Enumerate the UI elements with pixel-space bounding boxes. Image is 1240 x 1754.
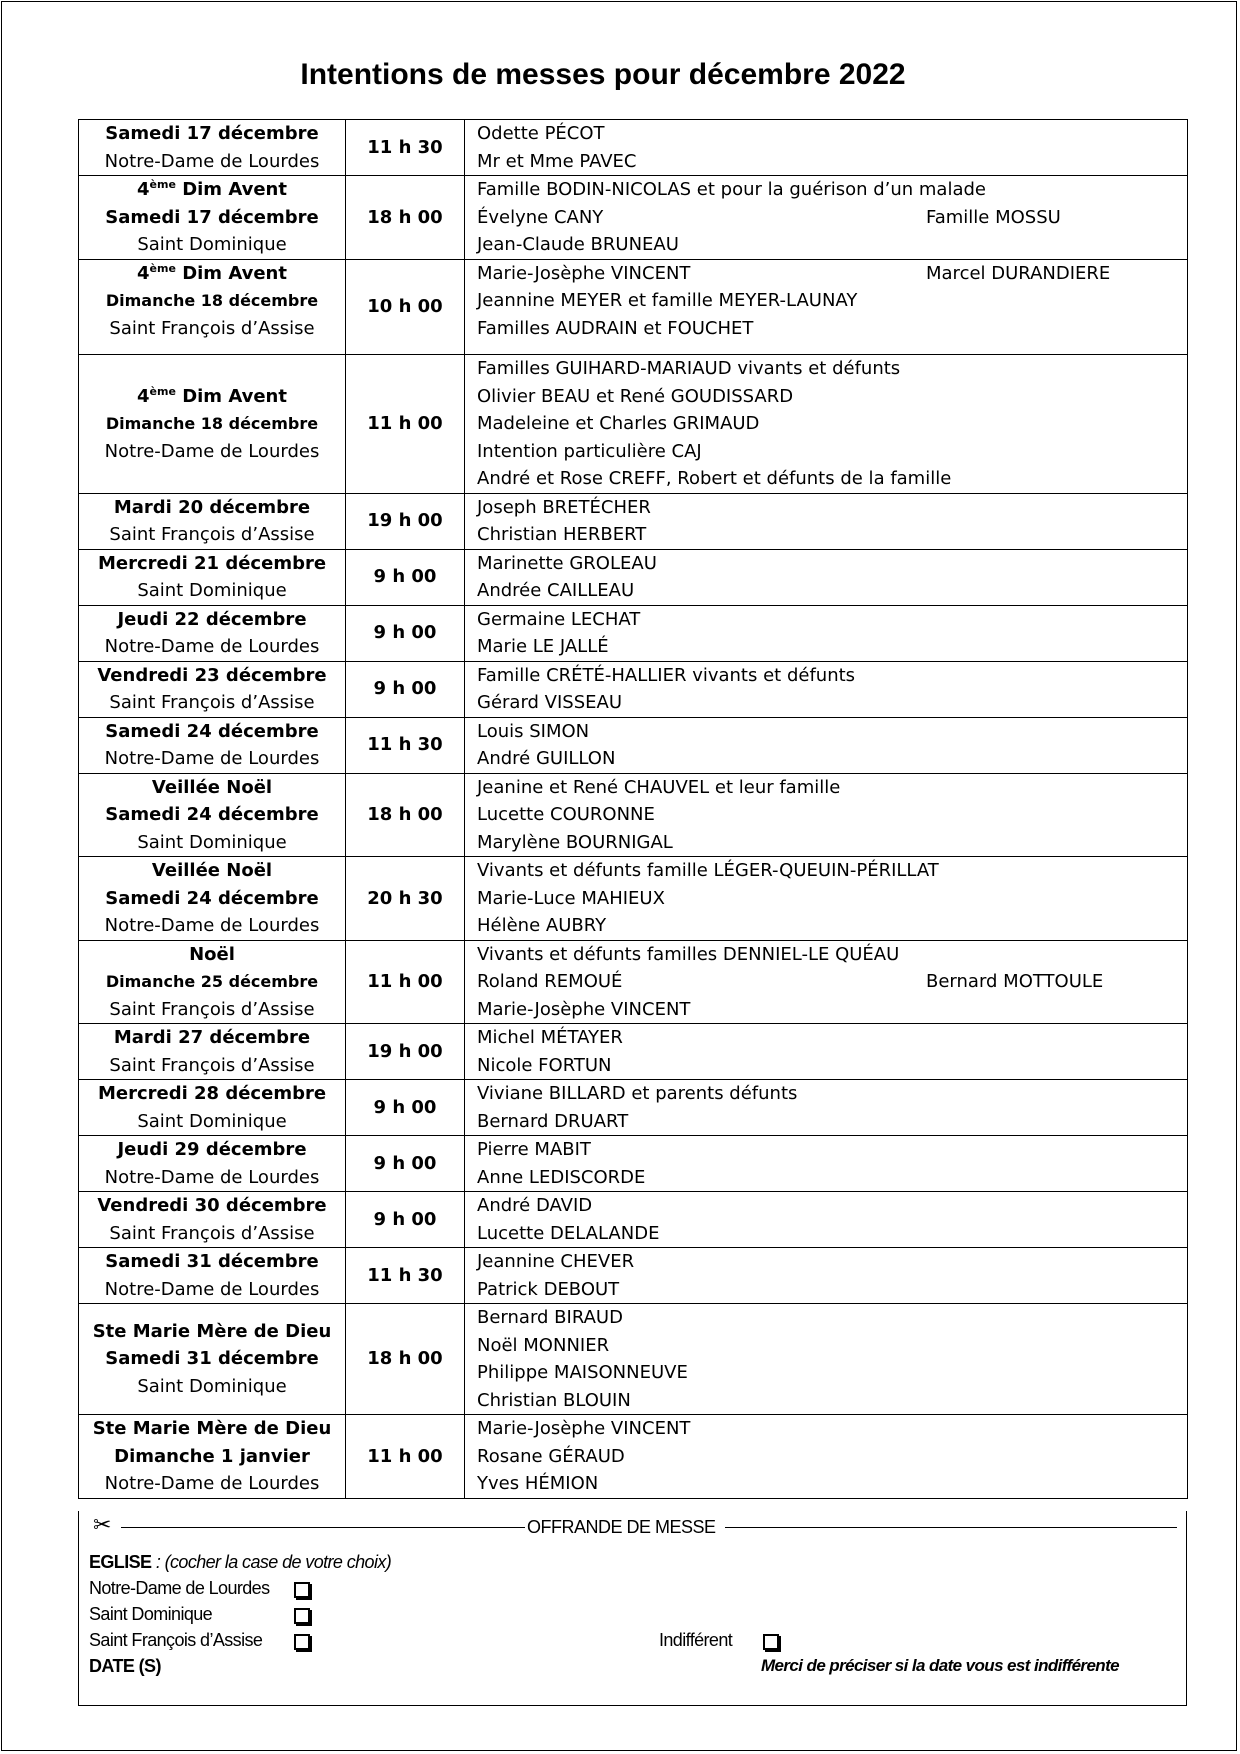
schedule-row	[79, 1415, 1188, 1499]
schedule-row	[79, 717, 1188, 773]
intention-name: Marylène BOURNIGAL	[477, 831, 673, 853]
schedule-row	[79, 355, 1188, 494]
intention-line	[477, 745, 1187, 773]
schedule-row	[79, 605, 1188, 661]
time-cell: 11 h 30	[346, 1248, 465, 1304]
intention-name: Jean-Claude BRUNEAU	[477, 234, 679, 255]
day-line: 4ème Dim Avent	[137, 178, 287, 200]
checkbox-saint-francois-d-assise[interactable]	[294, 1634, 310, 1650]
intention-line	[477, 1248, 1187, 1276]
intention-name: Intention particulière CAJ	[477, 440, 702, 462]
intentions-cell	[465, 940, 1188, 1024]
schedule-row	[79, 773, 1188, 857]
time-cell: 11 h 30	[346, 717, 465, 773]
intention-name: Louis SIMON	[477, 720, 590, 742]
cut-line-right	[725, 1527, 1177, 1528]
day-line: Saint Dominique	[137, 1375, 287, 1397]
intention-line	[477, 1136, 1187, 1164]
intention-line	[477, 1415, 1187, 1443]
intention-name: André et Rose CREFF, Robert et défunts de la famille	[477, 468, 952, 489]
intention-name: André GUILLON	[477, 748, 616, 769]
intention-line	[477, 577, 1187, 605]
day-line: Notre-Dame de Lourdes	[104, 150, 320, 172]
option-label-sfa: Saint François d’Assise	[89, 1630, 263, 1650]
intentions-cell	[465, 1192, 1188, 1248]
intentions-cell	[465, 717, 1188, 773]
day-line: Mercredi 28 décembre	[97, 1083, 327, 1104]
day-cell	[79, 857, 346, 941]
intention-line	[477, 968, 1187, 996]
day-line: Dimanche 18 décembre	[105, 414, 319, 433]
time-cell: 18 h 00	[346, 176, 465, 260]
day-cell	[79, 661, 346, 717]
day-line: 4ème Dim Avent	[137, 384, 287, 407]
day-line: Saint Dominique	[137, 580, 287, 601]
intention-line	[477, 148, 1187, 176]
eglise-heading	[89, 1552, 391, 1573]
time-cell: 18 h 00	[346, 773, 465, 857]
day-cell	[79, 493, 346, 549]
intention-name: Bernard BIRAUD	[477, 1307, 623, 1328]
intention-line	[477, 204, 1187, 232]
intention-name: Philippe MAISONNEUVE	[477, 1362, 688, 1383]
day-line: Veillée Noël	[151, 860, 273, 881]
time-cell: 9 h 00	[346, 1192, 465, 1248]
schedule-row	[79, 493, 1188, 549]
intention-line	[477, 287, 1187, 315]
day-line: Noël	[189, 943, 235, 965]
day-line: Samedi 24 décembre	[105, 887, 319, 909]
day-cell	[79, 1024, 346, 1080]
schedule-row	[79, 120, 1188, 176]
intentions-cell	[465, 1248, 1188, 1304]
intention-name: Marie-Josèphe VINCENT	[477, 262, 691, 284]
day-line: Saint François d’Assise	[109, 1054, 315, 1076]
intention-line	[477, 465, 1187, 493]
intention-line	[477, 1080, 1187, 1108]
intention-name: Noël MONNIER	[477, 1334, 610, 1356]
time-cell: 18 h 00	[346, 1304, 465, 1415]
day-line: Notre-Dame de Lourdes	[104, 748, 320, 769]
intention-line	[477, 120, 1187, 148]
intention-line	[477, 1387, 1187, 1415]
date-label: DATE (S)	[89, 1656, 161, 1676]
day-line: Mardi 27 décembre	[113, 1027, 311, 1048]
eglise-label: EGLISE	[89, 1552, 152, 1572]
intention-name: Pierre MABIT	[477, 1139, 591, 1160]
intention-line	[477, 857, 1187, 885]
intention-name: Marie LE JALLÉ	[477, 636, 609, 657]
day-line: Ste Marie Mère de Dieu	[92, 1418, 332, 1439]
schedule-row	[79, 549, 1188, 605]
day-line: Samedi 17 décembre	[105, 123, 319, 144]
intentions-cell	[465, 1024, 1188, 1080]
intention-line	[477, 829, 1187, 857]
day-line: Dimanche 1 janvier	[114, 1445, 310, 1467]
page-title: Intentions de messes pour décembre 2022	[300, 58, 906, 91]
intention-line	[477, 231, 1187, 259]
intention-line	[477, 494, 1187, 522]
time-cell: 9 h 00	[346, 661, 465, 717]
time-cell: 11 h 00	[346, 355, 465, 494]
intention-name: Nicole FORTUN	[477, 1054, 612, 1076]
day-cell	[79, 940, 346, 1024]
intention-name: Christian BLOUIN	[477, 1389, 631, 1411]
intention-name: Familles AUDRAIN et FOUCHET	[477, 317, 754, 339]
intentions-cell	[465, 605, 1188, 661]
day-line: Mardi 20 décembre	[113, 496, 311, 518]
day-line: Samedi 24 décembre	[105, 804, 319, 825]
intention-line	[477, 1192, 1187, 1220]
day-cell	[79, 120, 346, 176]
intentions-cell	[465, 857, 1188, 941]
intention-name: Mr et Mme PAVEC	[477, 150, 637, 172]
time-cell: 11 h 00	[346, 1415, 465, 1499]
intention-line	[477, 315, 1187, 343]
checkbox-saint-dominique[interactable]	[294, 1608, 310, 1624]
intention-line	[477, 774, 1187, 802]
intention-name: Roland REMOUÉ	[477, 971, 623, 992]
schedule-row	[79, 1248, 1188, 1304]
intention-line	[477, 1443, 1187, 1471]
time-cell: 11 h 30	[346, 120, 465, 176]
intention-name: Germaine LECHAT	[477, 608, 641, 630]
day-line: 4ème Dim Avent	[137, 261, 287, 284]
schedule-row	[79, 1024, 1188, 1080]
intention-name: Anne LEDISCORDE	[477, 1166, 646, 1188]
intentions-cell	[465, 1304, 1188, 1415]
schedule-row	[79, 176, 1188, 260]
option-label-ndl: Notre-Dame de Lourdes	[89, 1578, 270, 1598]
intention-name: Famille MOSSU	[926, 206, 1061, 228]
intention-name: Patrick DEBOUT	[477, 1278, 620, 1300]
intention-name: Marie-Josèphe VINCENT	[477, 1418, 691, 1439]
intention-name: Jeannine MEYER et famille MEYER-LAUNAY	[477, 290, 858, 311]
time-cell: 19 h 00	[346, 493, 465, 549]
intention-line	[477, 1024, 1187, 1052]
intentions-cell	[465, 773, 1188, 857]
time-cell: 19 h 00	[346, 1024, 465, 1080]
day-line: Saint Dominique	[137, 831, 287, 853]
day-cell	[79, 176, 346, 260]
day-cell	[79, 259, 346, 355]
indifferent-label: Indifférent	[659, 1630, 733, 1650]
day-line: Dimanche 18 décembre	[105, 291, 319, 310]
intention-name: Yves HÉMION	[477, 1473, 599, 1494]
day-line: Notre-Dame de Lourdes	[104, 1166, 320, 1188]
day-line: Notre-Dame de Lourdes	[104, 915, 320, 936]
day-line: Notre-Dame de Lourdes	[104, 440, 320, 462]
offering-form	[78, 1511, 1187, 1706]
intention-name: Vivants et défunts familles DENNIEL-LE QUÉAU	[477, 943, 900, 965]
intention-line	[477, 1220, 1187, 1248]
intentions-cell	[465, 549, 1188, 605]
schedule-row	[79, 857, 1188, 941]
date-note: Merci de préciser si la date vous est indifférente	[761, 1656, 1120, 1675]
intentions-cell	[465, 1415, 1188, 1499]
intention-line	[477, 996, 1187, 1024]
time-cell: 9 h 00	[346, 549, 465, 605]
intention-name: Marie-Luce MAHIEUX	[477, 887, 665, 909]
day-line: Mercredi 21 décembre	[97, 552, 327, 574]
intention-name: Marinette GROLEAU	[477, 552, 657, 574]
day-cell	[79, 1415, 346, 1499]
day-line: Saint François d’Assise	[109, 317, 315, 339]
day-line: Ste Marie Mère de Dieu	[92, 1320, 332, 1342]
intentions-cell	[465, 661, 1188, 717]
time-cell: 9 h 00	[346, 1136, 465, 1192]
intentions-cell	[465, 1080, 1188, 1136]
intention-name: Christian HERBERT	[477, 524, 647, 545]
scissors-icon: ✂	[93, 1512, 112, 1537]
intention-name: Rosane GÉRAUD	[477, 1445, 625, 1467]
intention-line	[477, 941, 1187, 969]
day-line: Samedi 31 décembre	[105, 1348, 319, 1370]
intention-line	[477, 521, 1187, 549]
intention-line	[477, 662, 1187, 690]
day-cell	[79, 1248, 346, 1304]
intention-line	[477, 176, 1187, 204]
day-cell	[79, 717, 346, 773]
intentions-cell	[465, 120, 1188, 176]
day-line: Vendredi 30 décembre	[97, 1195, 327, 1216]
intention-name: Michel MÉTAYER	[477, 1027, 623, 1048]
intention-line	[477, 718, 1187, 746]
intention-name: Viviane BILLARD et parents défunts	[477, 1083, 798, 1104]
day-line: Jeudi 29 décembre	[117, 1139, 307, 1160]
mass-schedule-table	[78, 119, 1188, 1499]
intention-line	[477, 260, 1187, 288]
intention-name: Vivants et défunts famille LÉGER-QUEUIN-PÉRILLAT	[477, 860, 939, 881]
schedule-row	[79, 1136, 1188, 1192]
day-cell	[79, 605, 346, 661]
day-line: Saint Dominique	[137, 1110, 287, 1132]
intention-line	[477, 606, 1187, 634]
eglise-hint: : (cocher la case de votre choix)	[151, 1552, 392, 1572]
intention-line	[477, 633, 1187, 661]
intentions-cell	[465, 176, 1188, 260]
day-cell	[79, 1192, 346, 1248]
intention-line	[477, 438, 1187, 466]
intention-name: Hélène AUBRY	[477, 915, 607, 936]
intention-name: Jeanine et René CHAUVEL et leur famille	[477, 776, 841, 798]
cut-line-row	[89, 1512, 1179, 1539]
intentions-cell	[465, 259, 1188, 355]
intention-line	[477, 1052, 1187, 1080]
intention-name: Marcel DURANDIERE	[926, 262, 1111, 284]
intentions-cell	[465, 1136, 1188, 1192]
intention-line	[477, 1304, 1187, 1332]
day-cell	[79, 549, 346, 605]
day-line: Vendredi 23 décembre	[97, 664, 327, 686]
day-line: Saint François d’Assise	[109, 692, 315, 713]
schedule-row	[79, 1080, 1188, 1136]
time-cell: 20 h 30	[346, 857, 465, 941]
intentions-cell	[465, 355, 1188, 494]
intention-line	[477, 383, 1187, 411]
schedule-row	[79, 940, 1188, 1024]
day-line: Jeudi 22 décembre	[117, 608, 307, 630]
schedule-row	[79, 259, 1188, 355]
day-cell	[79, 773, 346, 857]
day-line: Notre-Dame de Lourdes	[104, 1473, 320, 1494]
time-cell: 9 h 00	[346, 1080, 465, 1136]
schedule-row	[79, 1192, 1188, 1248]
day-line: Notre-Dame de Lourdes	[104, 1278, 320, 1300]
time-cell: 9 h 00	[346, 605, 465, 661]
intention-line	[477, 689, 1187, 717]
intention-line	[477, 355, 1187, 383]
schedule-row	[79, 1304, 1188, 1415]
day-line: Saint François d’Assise	[109, 524, 315, 545]
option-label-sd: Saint Dominique	[89, 1604, 213, 1624]
intention-name: Bernard MOTTOULE	[926, 971, 1104, 992]
intention-name: Madeleine et Charles GRIMAUD	[477, 413, 760, 434]
day-line: Veillée Noël	[151, 776, 273, 798]
checkbox-indifferent[interactable]	[763, 1634, 779, 1650]
day-cell	[79, 1304, 346, 1415]
intention-name: Évelyne CANY	[477, 206, 604, 228]
intention-line	[477, 1276, 1187, 1304]
day-line: Saint Dominique	[137, 234, 287, 255]
intention-line	[477, 410, 1187, 438]
intention-name: Gérard VISSEAU	[477, 692, 623, 713]
day-cell	[79, 1080, 346, 1136]
day-line: Notre-Dame de Lourdes	[104, 636, 320, 657]
intention-name: Olivier BEAU et René GOUDISSARD	[477, 385, 794, 407]
intention-name: Bernard DRUART	[477, 1110, 629, 1132]
intention-line	[477, 801, 1187, 829]
intention-line	[477, 885, 1187, 913]
intention-name: Odette PÉCOT	[477, 123, 605, 144]
day-line: Saint François d’Assise	[109, 998, 315, 1020]
intention-name: Jeannine CHEVER	[477, 1251, 635, 1272]
intention-name: Lucette DELALANDE	[477, 1222, 660, 1244]
intention-name: Famille CRÉTÉ-HALLIER vivants et défunts	[477, 664, 856, 686]
checkbox-notre-dame-de-lourdes[interactable]	[294, 1582, 310, 1598]
day-cell	[79, 355, 346, 494]
intention-name: Lucette COURONNE	[477, 804, 655, 825]
intentions-cell	[465, 493, 1188, 549]
day-line: Samedi 17 décembre	[105, 206, 319, 228]
intention-line	[477, 1108, 1187, 1136]
intention-line	[477, 1470, 1187, 1498]
time-cell: 11 h 00	[346, 940, 465, 1024]
intention-name: André DAVID	[477, 1195, 593, 1216]
schedule-row	[79, 661, 1188, 717]
day-line: Saint François d’Assise	[109, 1222, 315, 1244]
day-line: Dimanche 25 décembre	[105, 972, 319, 991]
intention-name: Andrée CAILLEAU	[477, 580, 635, 601]
cut-line-left	[121, 1527, 525, 1528]
time-cell: 10 h 00	[346, 259, 465, 355]
intention-name: Famille BODIN-NICOLAS et pour la guérison d’un malade	[477, 179, 986, 200]
day-line: Samedi 31 décembre	[105, 1251, 319, 1272]
intention-name: Joseph BRETÉCHER	[477, 496, 651, 518]
offering-label: OFFRANDE DE MESSE	[527, 1517, 716, 1537]
intention-line	[477, 912, 1187, 940]
intention-line	[477, 550, 1187, 578]
intention-line	[477, 1359, 1187, 1387]
intention-name: Marie-Josèphe VINCENT	[477, 998, 691, 1020]
intention-line	[477, 1332, 1187, 1360]
intention-line	[477, 1164, 1187, 1192]
day-line: Samedi 24 décembre	[105, 720, 319, 742]
intention-name: Familles GUIHARD-MARIAUD vivants et défunts	[477, 358, 901, 379]
day-cell	[79, 1136, 346, 1192]
